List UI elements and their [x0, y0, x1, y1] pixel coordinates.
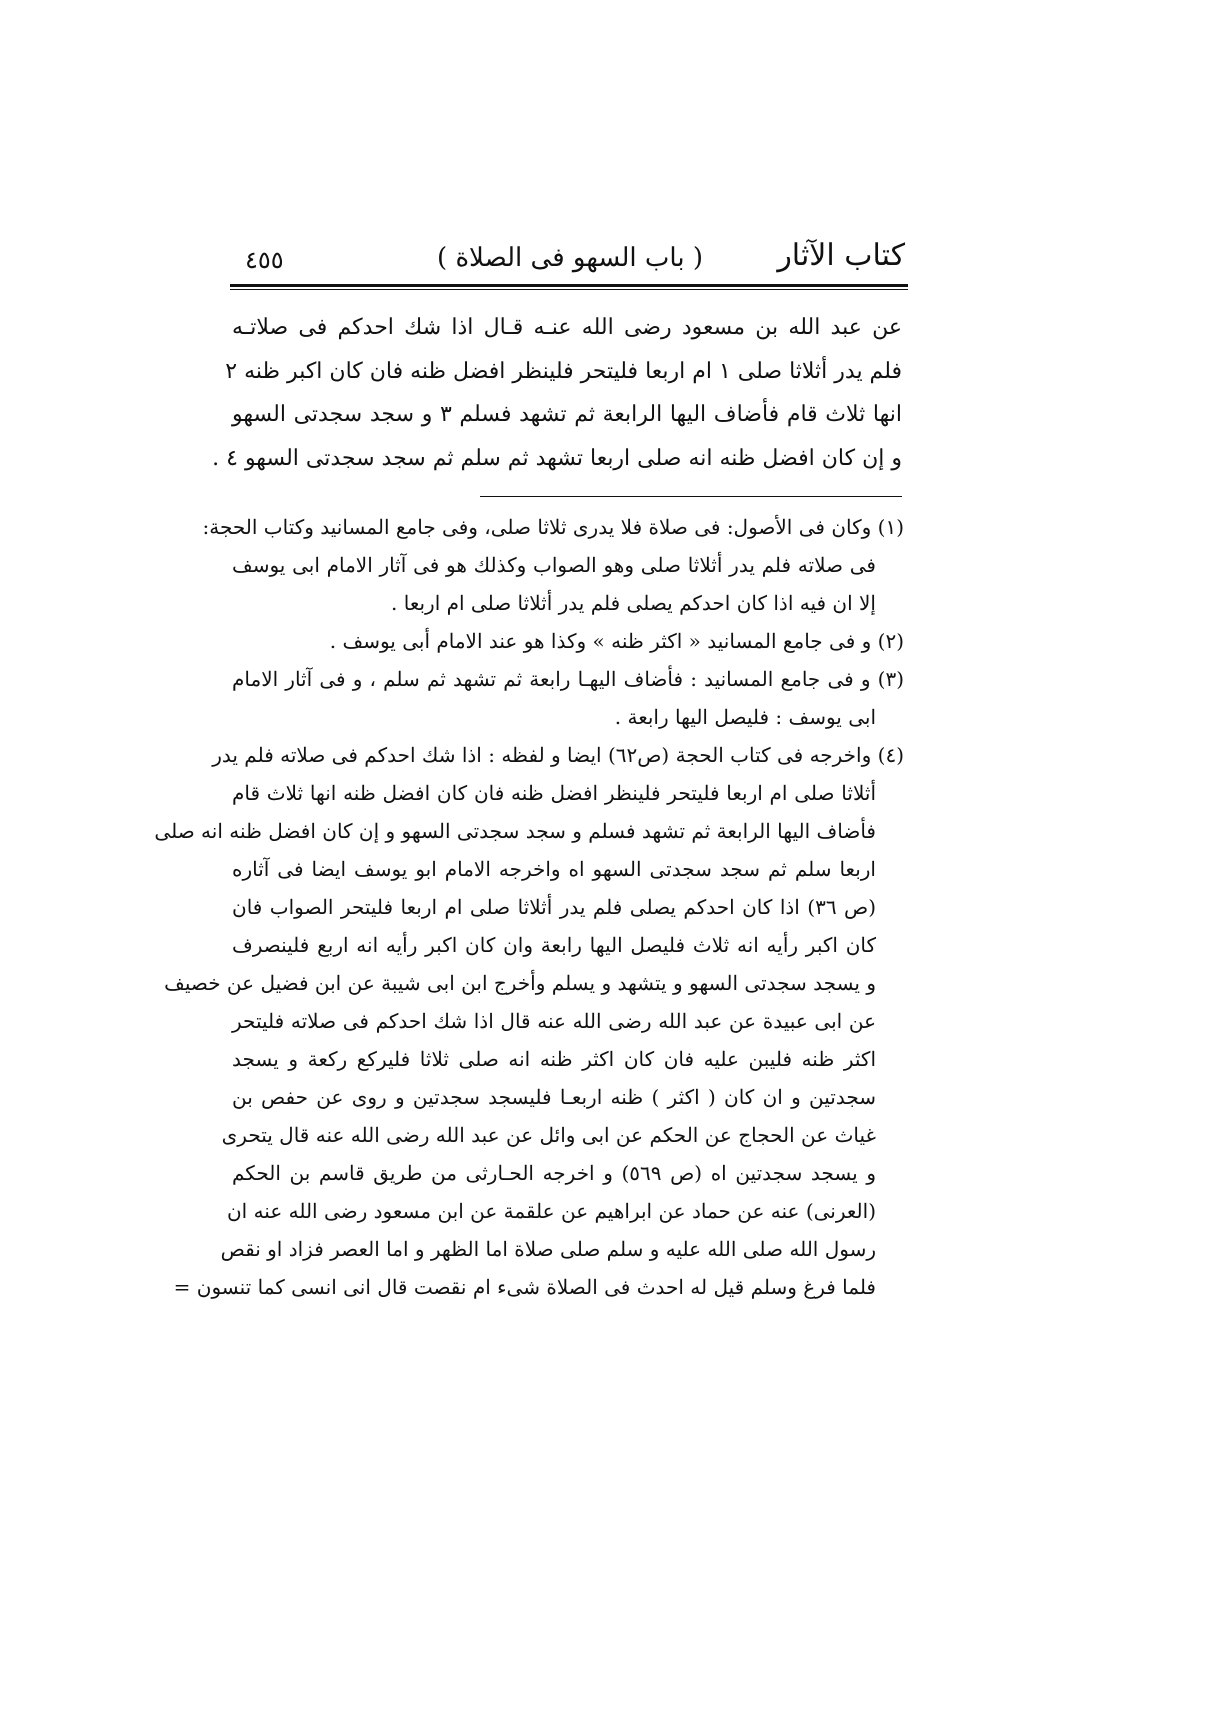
footnote-line: اربعا سلم ثم سجد سجدتى السهو اه واخرجه الامام ابو يوسف ايضا فى آثاره — [232, 857, 876, 881]
main-line: و إن كان افضل ظنه انه صلى اربعا تشهد ثم سلم ثم سجد سجدتى السهو ٤ . — [212, 445, 902, 471]
book-title: كتاب الآثار — [777, 238, 905, 273]
footnote-line: فى صلاته فلم يدر أثلاثا صلى وهو الصواب وكذلك هو فى آثار الامام ابى يوسف — [232, 553, 876, 577]
footnote-line: كان اكبر رأيه انه ثلاث فليصل اليها رابعة وان كان اكبر رأيه انه اربع فلينصرف — [232, 933, 876, 957]
footnote-line: (١) وكان فى الأصول: فى صلاة فلا يدرى ثلاثا صلى، وفى جامع المسانيد وكتاب الحجة: — [202, 515, 904, 539]
footnote-line: فأضاف اليها الرابعة ثم تشهد فسلم و سجد سجدتى السهو و إن كان افضل ظنه انه صلى — [154, 819, 876, 843]
footnote-line: (ص ٣٦) اذا كان احدكم يصلى فلم يدر أثلاثا صلى ام اربعا فليتحر الصواب فان — [232, 895, 877, 919]
main-line: انها ثلاث قام فأضاف اليها الرابعة ثم تشهد فسلم ٣ و سجد سجدتى السهو — [232, 402, 902, 427]
chapter-title: ( باب السهو فى الصلاة ) — [437, 243, 703, 273]
footnotes — [154, 508, 904, 1306]
header-rule — [230, 284, 908, 287]
footnote-line: ابى يوسف : فليصل اليها رابعة . — [614, 705, 876, 729]
footnote-line: (٣) و فى جامع المسانيد : فأضاف اليهـا رابعة ثم تشهد ثم سلم ، و فى آثار الامام — [232, 667, 904, 691]
footnote-line: غياث عن الحجاج عن الحكم عن ابى وائل عن عبد الله رضى الله عنه قال يتحرى — [221, 1123, 876, 1147]
footnote-line: عن ابى عبيدة عن عبد الله رضى الله عنه قال اذا شك احدكم فى صلاته فليتحر — [232, 1009, 877, 1033]
footnote-separator — [480, 496, 902, 497]
footnote-line: سجدتين و ان كان ( اكثر ) ظنه اربعـا فليسجد سجدتين و روى عن حفص بن — [232, 1085, 876, 1109]
footnote-line: (العرنى) عنه عن حماد عن ابراهيم عن علقمة عن ابن مسعود رضى الله عنه ان — [226, 1199, 876, 1223]
footnote-line: رسول الله صلى الله عليه و سلم صلى صلاة اما الظهر و اما العصر فزاد او نقص — [220, 1237, 876, 1261]
page-header — [235, 236, 905, 282]
footnote-2 — [232, 622, 904, 660]
footnote-line: إلا ان فيه اذا كان احدكم يصلى فلم يدر أثلاثا صلى ام اربعا . — [391, 591, 876, 615]
footnote-line: فلما فرغ وسلم قيل له احدث فى الصلاة شىء ام نقصت قال انى انسى كما تنسون = — [173, 1275, 876, 1299]
footnote-3 — [232, 660, 904, 736]
main-line: عن عبد الله بن مسعود رضى الله عنـه قـال اذا شك احدكم فى صلاتـه — [232, 315, 902, 340]
footnote-4 — [154, 736, 904, 1306]
footnote-line: (٤) واخرجه فى كتاب الحجة (ص٦٢) ايضا و لفظه : اذا شك احدكم فى صلاته فلم يدر — [212, 743, 904, 767]
footnote-line: و يسجد سجدتى السهو و يتشهد و يسلم وأخرج ابن ابى شيبة عن ابن فضيل عن خصيف — [164, 971, 876, 995]
page-number: ٤٥٥ — [245, 246, 284, 274]
footnote-line: و يسجد سجدتين اه (ص ٥٦٩) و اخرجه الحـارثى من طريق قاسم بن الحكم — [232, 1161, 876, 1185]
footnote-line: اكثر ظنه فليبن عليه فان كان اكثر ظنه انه صلى ثلاثا فليركع ركعة و يسجد — [232, 1047, 876, 1071]
footnote-1 — [202, 508, 904, 622]
footnote-line: أثلاثا صلى ام اربعا فليتحر فلينظر افضل ظنه فان كان افضل ظنه انها ثلاث قام — [232, 781, 876, 805]
main-text — [212, 306, 902, 480]
header-rule-thin — [230, 289, 908, 290]
footnote-line: (٢) و فى جامع المسانيد « اكثر ظنه » وكذا هو عند الامام أبى يوسف . — [329, 629, 904, 653]
main-line: فلم يدر أثلاثا صلى ١ ام اربعا فليتحر فلينظر افضل ظنه فان كان اكبر ظنه ٢ — [225, 358, 902, 384]
